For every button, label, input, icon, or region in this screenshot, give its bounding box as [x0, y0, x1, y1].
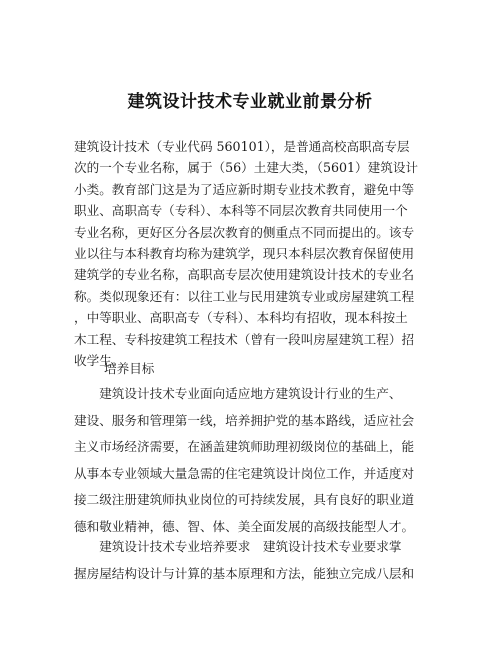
- intro-line: ，中等职业、高职高专（专科）、本科均有招收，现本科按土: [74, 310, 408, 326]
- intro-line: 收学生。: [74, 353, 125, 369]
- intro-line: 建筑设计技术（专业代码 560101），是普通高校高职高专层: [74, 139, 410, 154]
- goal-line: 接二级注册建筑师执业岗位的可持续发展，具有良好的职业道: [74, 492, 415, 508]
- intro-line: 职业、高职高专（专科）、本科等不同层次教育共同使用一个: [74, 203, 408, 219]
- intro-line: 小类。教育部门这是为了适应新时期专业技术教育，避免中等: [74, 181, 415, 197]
- requirement-paragraph: [74, 534, 436, 587]
- intro-line: 次的一个专业名称，属于（56）土建大类，（5601）建筑设计: [74, 160, 419, 176]
- requirement-line: 握房屋结构设计与计算的基本原理和方法，能独立完成八层和: [74, 565, 415, 581]
- goal-line: 建筑设计技术专业面向适应地方建筑设计行业的生产、: [74, 386, 402, 401]
- intro-line: 业以往与本科教育均称为建筑学，现只本科层次教育保留使用: [74, 246, 415, 262]
- document-title: 建筑设计技术专业就业前景分析: [127, 92, 373, 112]
- goal-line: 德和敬业精神，德、智、体、美全面发展的高级技能型人才。: [74, 518, 415, 534]
- goal-paragraph: [74, 381, 436, 541]
- intro-paragraph: [74, 136, 436, 371]
- intro-line: 称。类似现象还有：以往工业与民用建筑专业或房屋建筑工程: [74, 288, 415, 304]
- intro-line: 木工程、专科按建筑工程技术（曾有一段叫房屋建筑工程）招: [74, 331, 415, 347]
- goal-line: 建设、服务和管理第一线，培养拥护党的基本路线，适应社会: [74, 412, 415, 428]
- requirement-line: 建筑设计技术专业培养要求 建筑设计技术专业要求掌: [74, 539, 402, 554]
- intro-line: 建筑学的专业名称，高职高专层次使用建筑设计技术的专业名: [74, 267, 415, 283]
- goal-line: 从事本专业领域大量急需的住宅建筑设计岗位工作，并适度对: [74, 465, 415, 481]
- intro-line: 专业名称，更好区分各层次教育的侧重点不同而提出的。该专: [74, 224, 415, 240]
- goal-line: 主义市场经济需要，在涵盖建筑师助理初级岗位的基础上，能: [74, 439, 415, 455]
- section-heading: 培养目标: [104, 361, 155, 376]
